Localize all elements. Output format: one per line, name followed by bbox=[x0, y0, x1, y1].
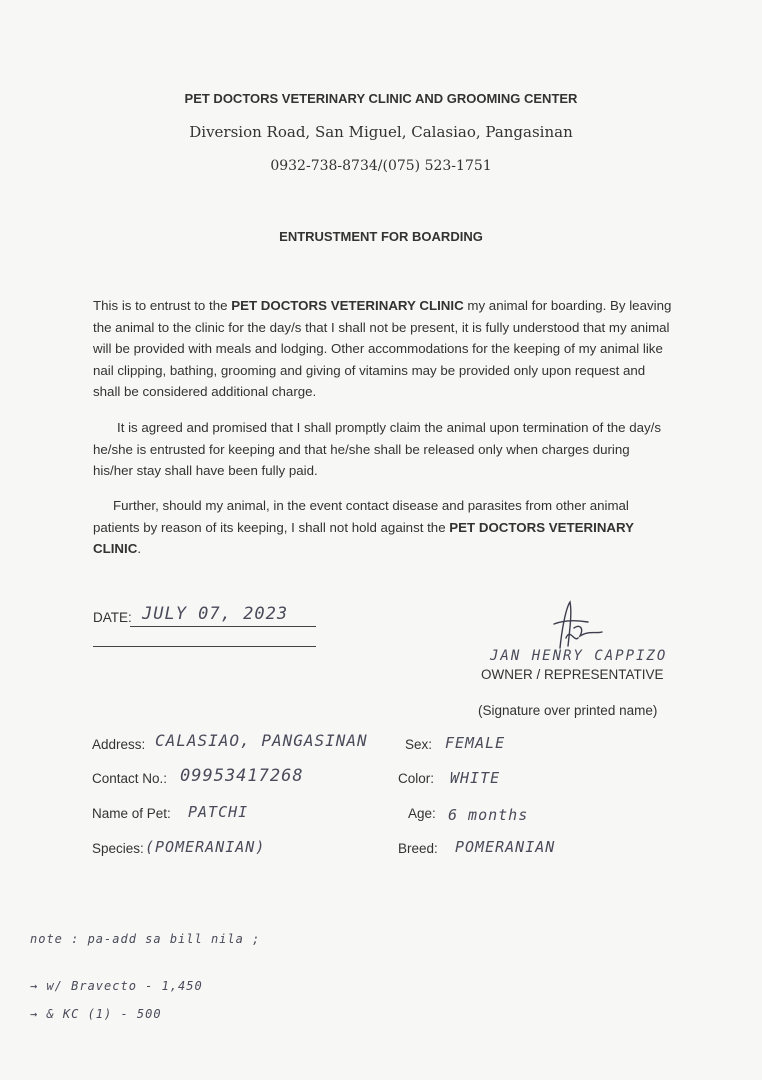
note-line-1: note : pa-add sa bill nila ; bbox=[30, 932, 261, 946]
contact-value: 09953417268 bbox=[180, 766, 304, 786]
signature-caption: (Signature over printed name) bbox=[478, 703, 658, 718]
breed-label: Breed: bbox=[398, 841, 438, 856]
note-line-3: → & KC (1) - 500 bbox=[30, 1007, 162, 1021]
age-label: Age: bbox=[408, 806, 436, 821]
pet-name-label: Name of Pet: bbox=[92, 806, 171, 821]
paragraph-claim: It is agreed and promised that I shall promptly claim the animal upon termination of the day/s he/she is entrusted for keeping and that he/she shall be released only when charges during his/her stay shall have been fully paid. bbox=[93, 420, 661, 478]
contact-label: Contact No.: bbox=[92, 771, 168, 786]
signature-role: OWNER / REPRESENTATIVE bbox=[481, 667, 664, 682]
date-underline bbox=[130, 626, 316, 627]
color-label: Color: bbox=[398, 771, 435, 786]
paragraph-entrust: This is to entrust to the PET DOCTORS VETERINARY CLINIC my animal for boarding. By leaving the animal to the clinic for the day/s that I shall not be present, it is fully understood that my animal will be provided with meals and lodging. Other accommodations for the keeping of my animal like nail clipping, bathing, grooming and giving of vitamins may be provided only upon request and shall be considered additional charge. bbox=[93, 298, 672, 399]
blank-line bbox=[93, 646, 316, 647]
sex-value: FEMALE bbox=[445, 734, 506, 752]
paragraph-liability: Further, should my animal, in the event contact disease and parasites from other animal patients by reason of its keeping, I shall not hold against the PET DOCTORS VETERINARY CLINIC. bbox=[93, 498, 634, 556]
address-value: CALASIAO, PANGASINAN bbox=[155, 731, 368, 750]
clinic-address: Diversion Road, San Miguel, Calasiao, Pangasinan bbox=[189, 123, 573, 141]
color-value: WHITE bbox=[450, 769, 501, 787]
species-label: Species: bbox=[92, 841, 144, 856]
address-label: Address: bbox=[92, 737, 146, 752]
note-line-2: → w/ Bravecto - 1,450 bbox=[30, 979, 203, 993]
signature-printed-name: JAN HENRY CAPPIZO bbox=[490, 648, 668, 664]
sex-label: Sex: bbox=[405, 737, 433, 752]
clinic-name: PET DOCTORS VETERINARY CLINIC AND GROOMING CENTER bbox=[184, 91, 578, 106]
breed-value: POMERANIAN bbox=[455, 838, 556, 856]
clinic-phone: 0932-738-8734/(075) 523-1751 bbox=[270, 158, 492, 174]
date-label: DATE: bbox=[93, 610, 132, 625]
pet-name-value: PATCHI bbox=[188, 803, 249, 821]
form-title: ENTRUSTMENT FOR BOARDING bbox=[279, 229, 483, 244]
date-value: JULY 07, 2023 bbox=[142, 604, 289, 624]
age-value: 6 months bbox=[448, 806, 529, 824]
species-value: (POMERANIAN) bbox=[145, 838, 266, 856]
